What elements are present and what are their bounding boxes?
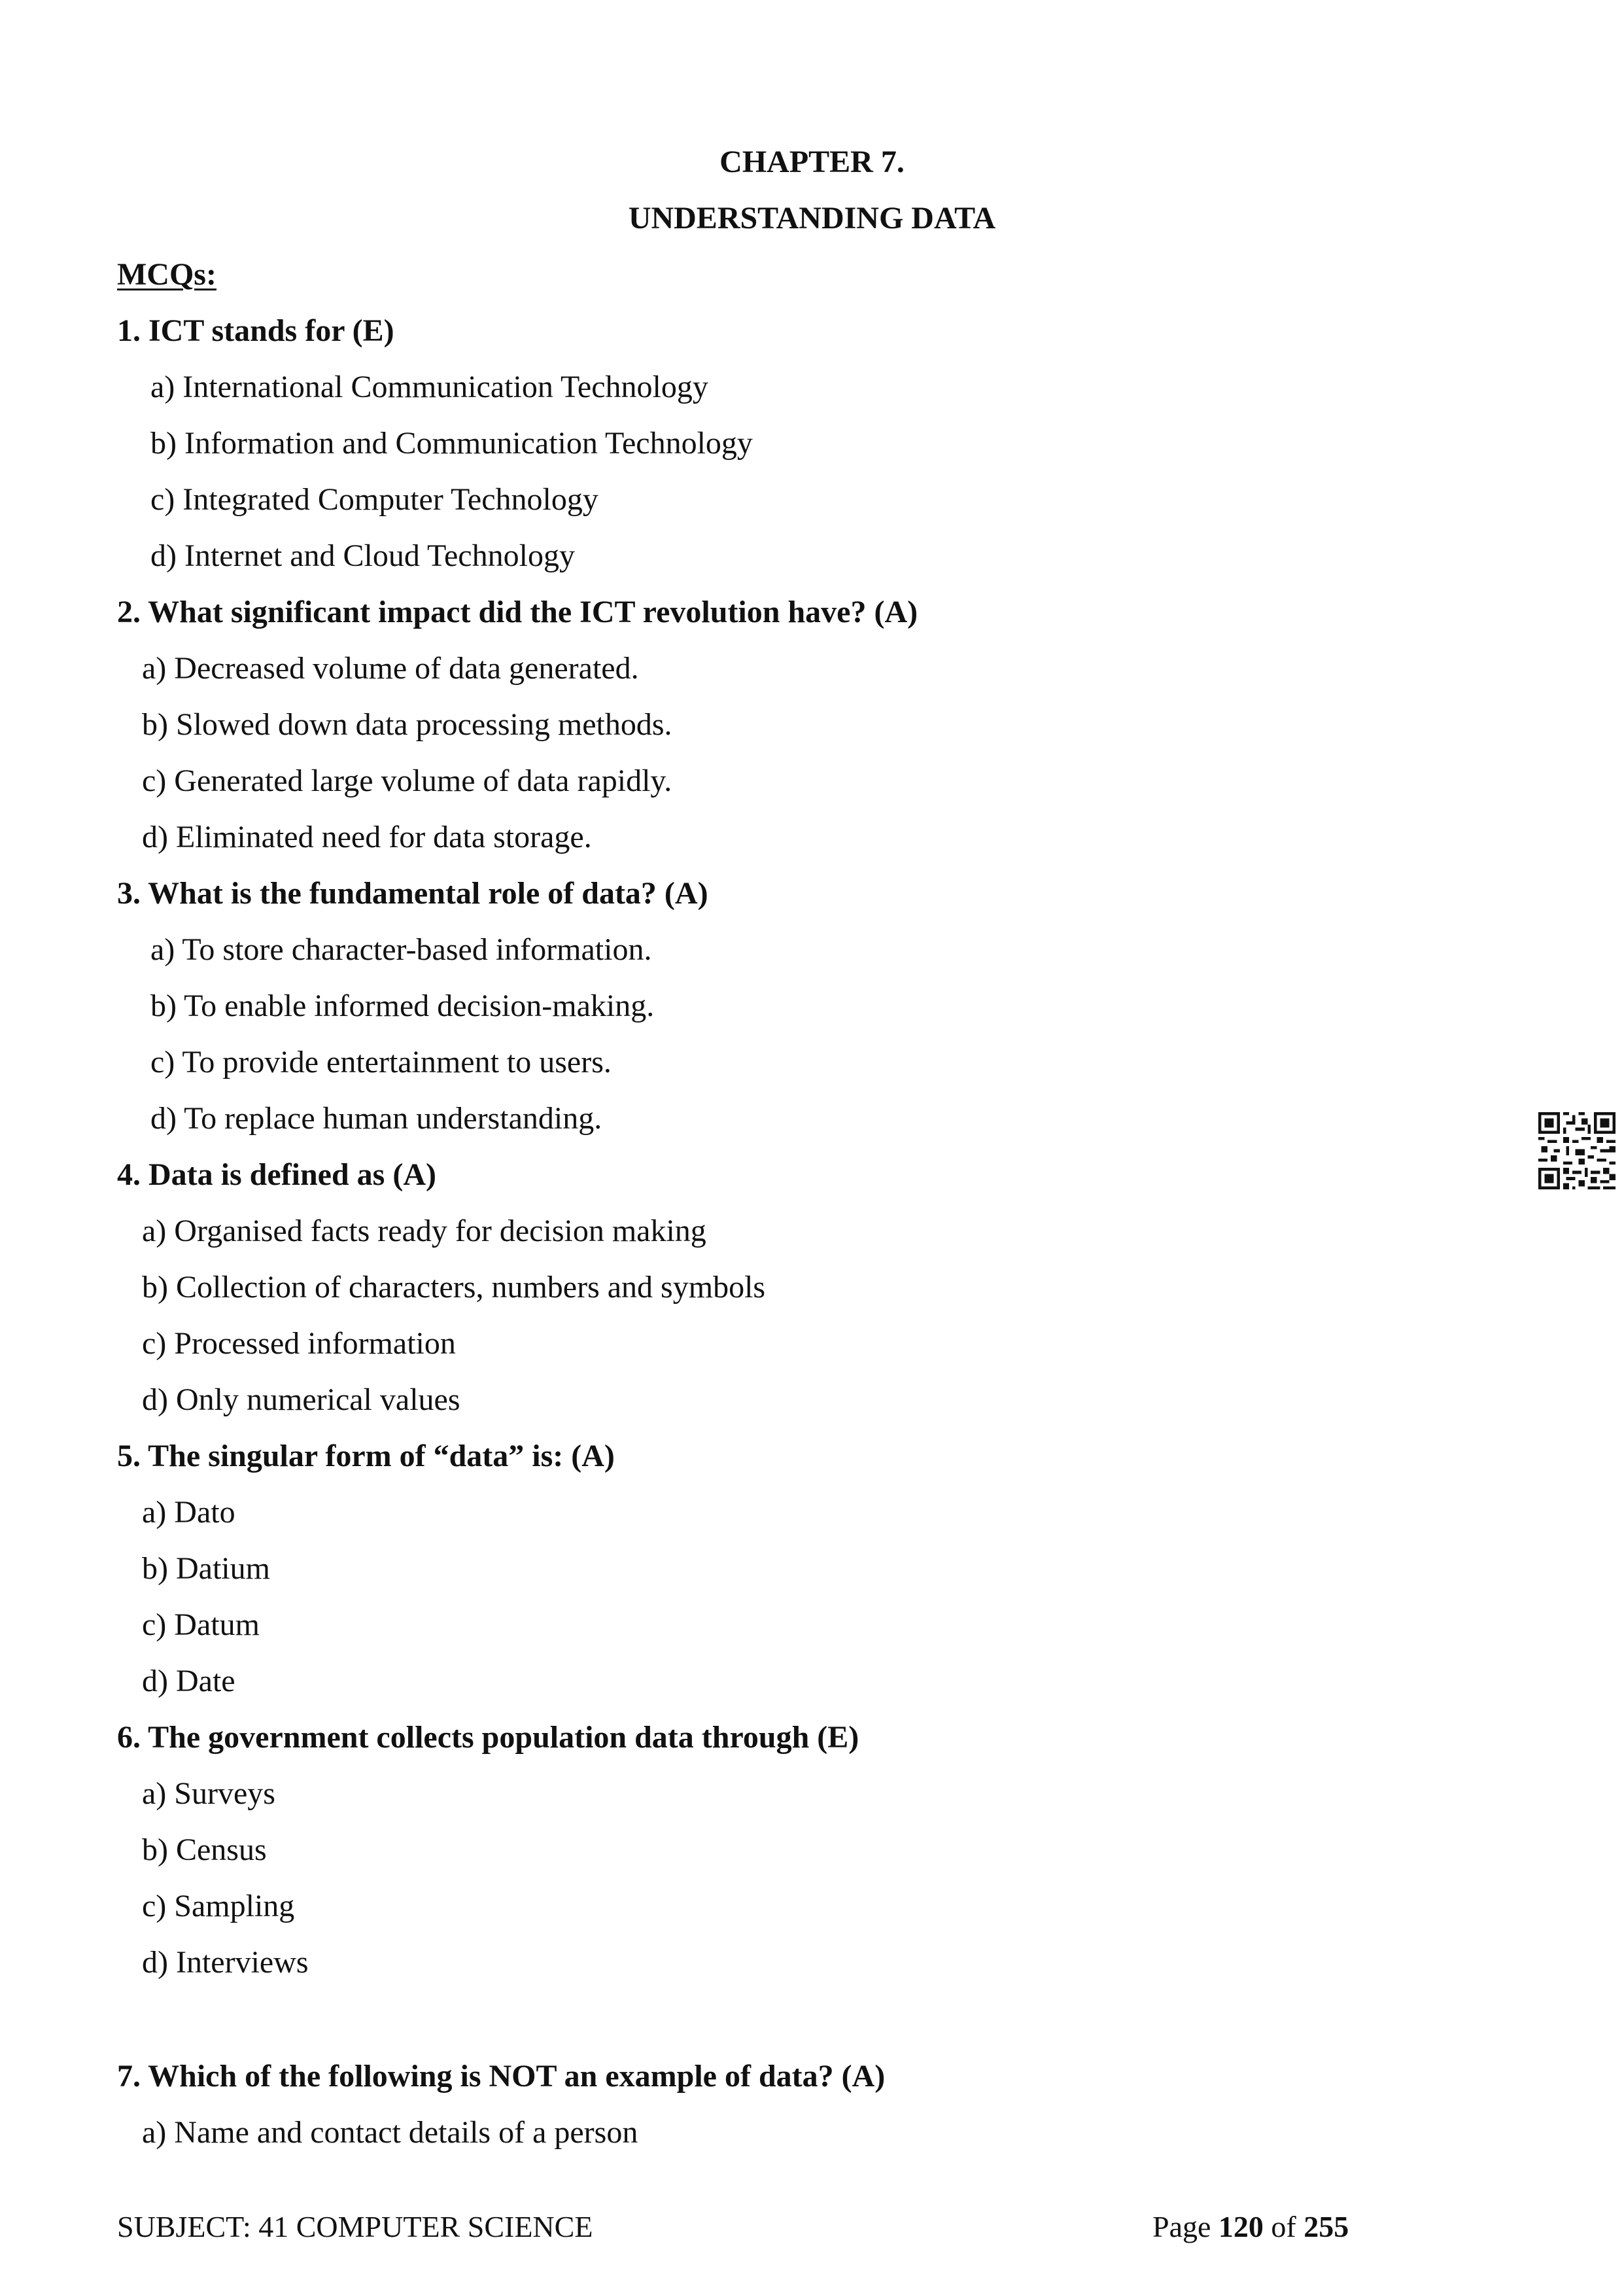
question-7: 7. Which of the following is NOT an example of data? (A) bbox=[117, 2059, 886, 2094]
option-4d: d) Only numerical values bbox=[142, 1382, 460, 1417]
option-6b: b) Census bbox=[142, 1832, 267, 1867]
option-2a: a) Decreased volume of data generated. bbox=[142, 651, 639, 686]
footer-subject: SUBJECT: 41 COMPUTER SCIENCE bbox=[117, 2210, 593, 2243]
section-heading: MCQs: bbox=[117, 257, 216, 292]
option-3d: d) To replace human understanding. bbox=[150, 1101, 602, 1136]
page-prefix: Page bbox=[1152, 2210, 1211, 2243]
option-3a: a) To store character-based information. bbox=[150, 932, 652, 967]
option-4a: a) Organised facts ready for decision making bbox=[142, 1214, 706, 1248]
option-2d: d) Eliminated need for data storage. bbox=[142, 820, 592, 854]
option-5b: b) Datium bbox=[142, 1551, 270, 1586]
question-1: 1. ICT stands for (E) bbox=[117, 313, 394, 348]
option-3b: b) To enable informed decision-making. bbox=[150, 989, 655, 1023]
option-5d: d) Date bbox=[142, 1664, 235, 1698]
chapter-number: CHAPTER 7. bbox=[719, 145, 905, 179]
option-6c: c) Sampling bbox=[142, 1889, 295, 1923]
page-of: of bbox=[1271, 2210, 1296, 2243]
option-5c: c) Datum bbox=[142, 1607, 260, 1642]
option-3c: c) To provide entertainment to users. bbox=[150, 1045, 612, 1079]
option-6a: a) Surveys bbox=[142, 1776, 275, 1811]
option-7a: a) Name and contact details of a person bbox=[142, 2115, 638, 2150]
option-2b: b) Slowed down data processing methods. bbox=[142, 707, 672, 742]
question-6: 6. The government collects population data through (E) bbox=[117, 1720, 859, 1755]
chapter-title: UNDERSTANDING DATA bbox=[628, 201, 996, 236]
page-current: 120 bbox=[1218, 2210, 1264, 2243]
option-4b: b) Collection of characters, numbers and symbols bbox=[142, 1270, 766, 1305]
option-4c: c) Processed information bbox=[142, 1326, 456, 1361]
page-number bbox=[1152, 2208, 1349, 2246]
question-2: 2. What significant impact did the ICT revolution have? (A) bbox=[117, 595, 918, 629]
option-1a: a) International Communication Technology bbox=[150, 370, 708, 404]
option-1d: d) Internet and Cloud Technology bbox=[150, 538, 575, 573]
qr-code-icon bbox=[1538, 1112, 1615, 1189]
question-4: 4. Data is defined as (A) bbox=[117, 1157, 436, 1192]
option-1c: c) Integrated Computer Technology bbox=[150, 482, 598, 517]
question-3: 3. What is the fundamental role of data? (A) bbox=[117, 876, 708, 911]
option-2c: c) Generated large volume of data rapidly. bbox=[142, 763, 672, 798]
option-1b: b) Information and Communication Technology bbox=[150, 426, 753, 461]
option-6d: d) Interviews bbox=[142, 1945, 309, 1980]
page-total: 255 bbox=[1304, 2210, 1349, 2243]
option-5a: a) Dato bbox=[142, 1495, 235, 1530]
question-5: 5. The singular form of “data” is: (A) bbox=[117, 1439, 615, 1473]
